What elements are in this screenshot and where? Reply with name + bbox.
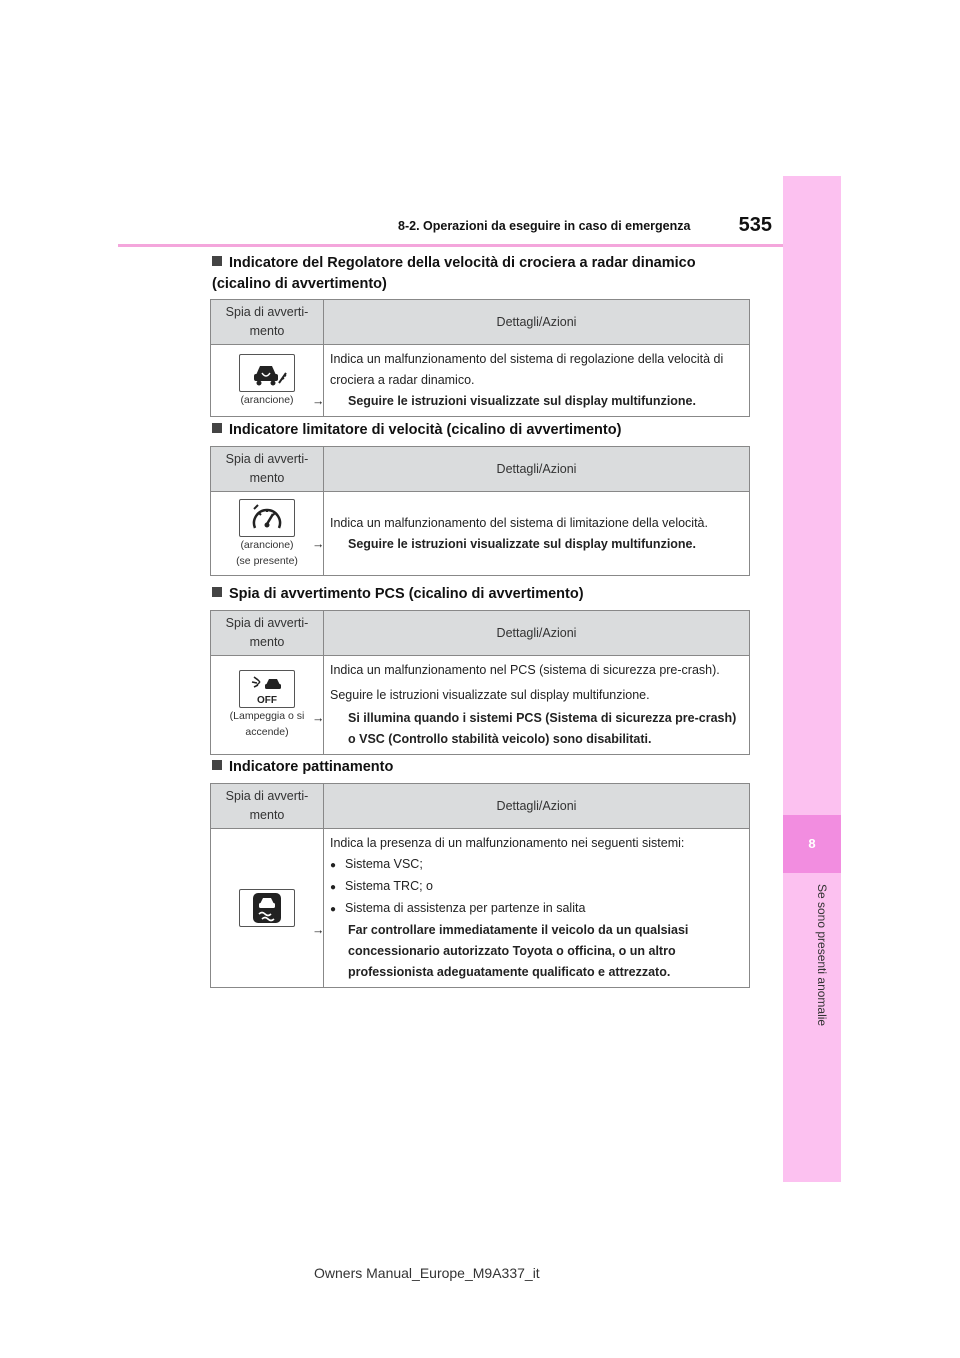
chapter-number: 8 [808, 836, 816, 851]
warning-table [210, 610, 750, 755]
icon-cell [211, 345, 324, 417]
off-label: OFF [257, 695, 277, 706]
square-bullet-icon [212, 760, 222, 770]
pcs-off-icon [239, 670, 295, 708]
list-item: ● Sistema VSC; [330, 854, 743, 876]
speed-limiter-icon [239, 499, 295, 537]
list-item: ● Sistema di assistenza per partenze in salita [330, 898, 743, 920]
details-cell: Indica un malfunzionamento del sistema di regolazione della velocità di crociera a radar dinamico. → Seguire le istruzioni visualizzate sul display multifunzione. [324, 345, 750, 417]
page-number: 535 [738, 214, 772, 236]
icon-note: (arancione) [240, 538, 294, 551]
warning-table [210, 446, 750, 576]
arrow-icon: → [312, 536, 325, 551]
chapter-title [811, 884, 829, 902]
section-heading: Indicatore del Regolatore della velocità di crociera a radar dinamico (cicalino di avvertimento) [212, 255, 696, 292]
square-bullet-icon [212, 256, 222, 266]
arrow-icon: → [312, 394, 325, 408]
header-rule [118, 244, 783, 247]
icon-cell [211, 492, 324, 576]
section-heading: Spia di avvertimento PCS (cicalino di avvertimento) [212, 584, 752, 605]
square-bullet-icon [212, 587, 222, 597]
column-header-warning: Spia di avverti-mento [211, 300, 324, 345]
section-heading: Indicatore pattinamento [212, 757, 752, 778]
column-header-details: Dettagli/Azioni [324, 447, 750, 492]
icon-note: (arancione) [240, 393, 294, 406]
column-header-warning: Spia di avverti-mento [211, 784, 324, 829]
footer-text: Owners Manual_Europe_M9A337_it [314, 1265, 540, 1281]
section-title: 8-2. Operazioni da eseguire in caso di emergenza [398, 219, 691, 233]
column-header-details: Dettagli/Azioni [324, 611, 750, 656]
arrow-icon: → [312, 923, 325, 937]
icon-note: (se presente) [236, 554, 298, 567]
warning-table [210, 783, 750, 988]
icon-note: (Lampeggia o si accende) [229, 710, 305, 738]
square-bullet-icon [212, 423, 222, 433]
details-cell: Indica un malfunzionamento nel PCS (sistema di sicurezza pre-crash). Seguire le istruzioni visualizzate sul display multifunzione. → Si illumina quando i sistemi PCS (Sistema di sicurezza pre-crash) o VSC (Controllo stabilità veicolo) sono disabilitati. [324, 656, 750, 755]
slip-indicator-icon [239, 889, 295, 927]
details-cell: Indica un malfunzionamento del sistema di limitazione della velocità. → Seguire le istruzioni visualizzate sul display multifunzione. [324, 492, 750, 576]
column-header-details: Dettagli/Azioni [324, 784, 750, 829]
arrow-icon: → [312, 711, 325, 725]
radar-cruise-warning-icon [239, 354, 295, 392]
chapter-side-tab [783, 176, 841, 1182]
column-header-warning: Spia di avverti-mento [211, 447, 324, 492]
list-item: ● Sistema TRC; o [330, 876, 743, 898]
warning-table [210, 299, 750, 417]
section-heading: Indicatore limitatore di velocità (cicalino di avvertimento) [212, 420, 752, 441]
details-cell: Indica la presenza di un malfunzionamento nei seguenti sistemi: ● Sistema VSC; ● Sistema TRC; o ● Sistema di assistenza per partenze in salita → Far controllare immediatamente il veicolo da un qualsiasi concessionario autorizzato Toyota o officina, o un altro professionista adeguatamente qualificato e attrezzato. [324, 829, 750, 988]
column-header-warning: Spia di avverti-mento [211, 611, 324, 656]
icon-cell [211, 829, 324, 988]
column-header-details: Dettagli/Azioni [324, 300, 750, 345]
icon-cell [211, 656, 324, 755]
